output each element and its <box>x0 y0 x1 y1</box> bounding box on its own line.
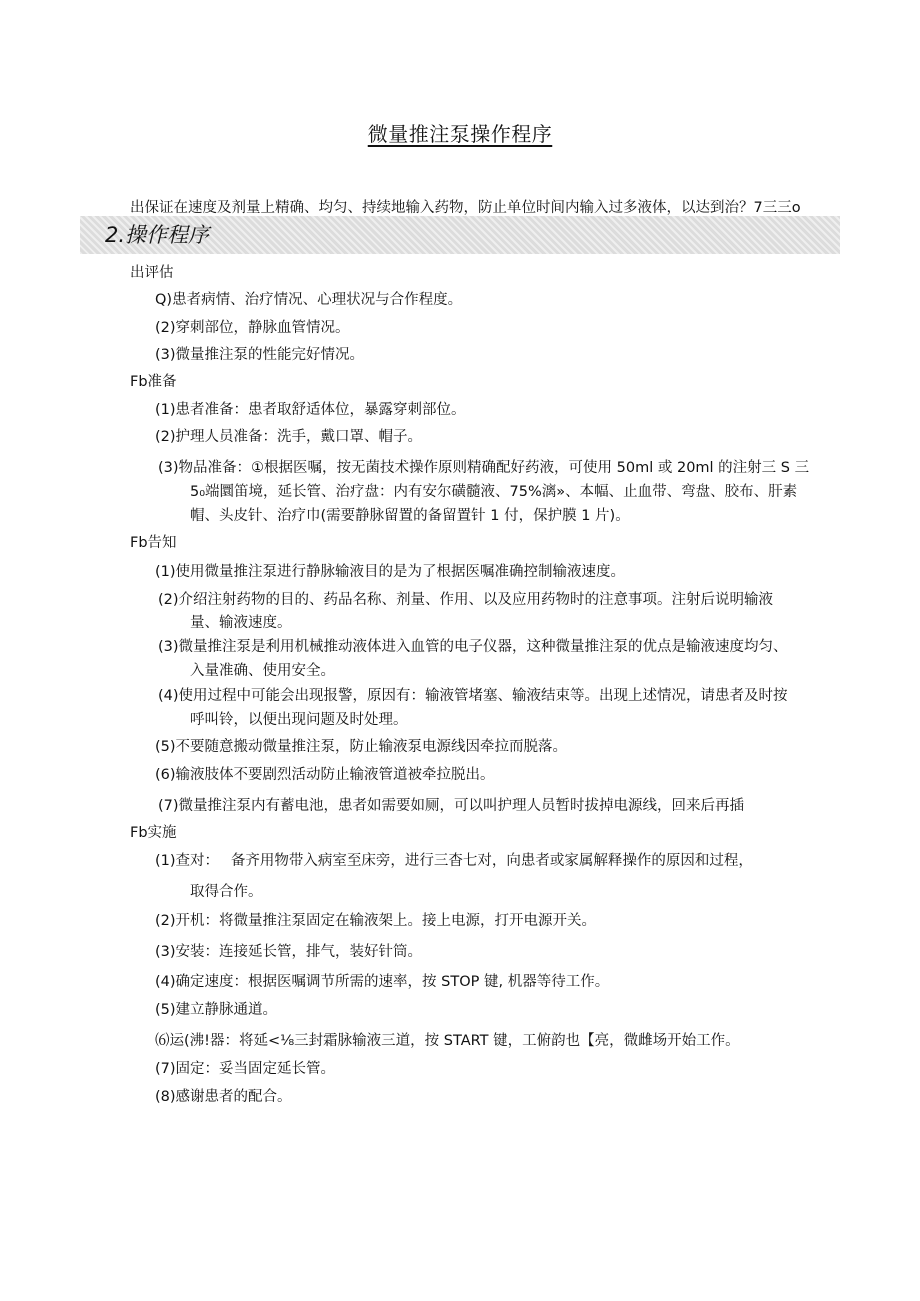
inform-item-1: (1)使用微量推注泵进行静脉输液目的是为了根据医嘱准确控制输液速度。 <box>155 564 626 580</box>
implementation-item-5: (5)建立静脉通道。 <box>155 1002 278 1018</box>
implementation-item-2: (2)开机：将微量推注泵固定在输液架上。接上电源，打开电源开关。 <box>155 913 597 929</box>
preparation-item-1: (1)患者准备：患者取舒适体位，暴露穿刺部位。 <box>155 402 466 418</box>
implementation-item-7: (7)固定：妥当固定延长管。 <box>155 1061 336 1077</box>
document-title: 微量推注泵操作程序 <box>367 122 553 146</box>
intro-text: 出保证在速度及剂量上精确、均匀、持续地输入药物，防止单位时间内输入过多液体，以达到治？7三三o <box>130 200 801 216</box>
inform-heading: Fb告知 <box>130 535 177 551</box>
assessment-item-1: Q)患者病情、治疗情况、心理状况与合作程度。 <box>155 292 463 308</box>
inform-item-7: (7)微量推注泵内有蓄电池，患者如需要如厕，可以叫护理人员暂时拔掉电源线，回来后再插 <box>158 798 745 814</box>
implementation-item-1-line-1: (1)查对： 备齐用物带入病室至床旁，进行三杳七对，向患者或家属解释操作的原因和过程， <box>155 853 753 869</box>
preparation-item-2: (2)护理人员准备：洗手，戴口罩、帽子。 <box>155 429 423 445</box>
implementation-item-1-line-2: 取得合作。 <box>190 884 263 900</box>
inform-item-3-line-2: 入量准确、使用安全。 <box>190 663 335 679</box>
preparation-item-3-line-2: 5₀端圜笛境，延长管、治疗盘：内有安尔磺髓液、75%漓»、本幅、止血带、弯盘、胶布、肝素 <box>190 484 798 500</box>
assessment-item-2: (2)穿刺部位，静脉血管情况。 <box>155 320 350 336</box>
inform-item-4-line-2: 呼叫铃，以便出现问题及时处理。 <box>190 712 408 728</box>
preparation-item-3-line-1: (3)物品准备：①根据医嘱，按无菌技术操作原则精确配好药液，可使用 50ml 或 20ml 的注射三 S 三 <box>158 460 810 476</box>
preparation-item-3-line-3: 帽、头皮针、治疗巾(需要静脉留置的备留置针 1 付，保护膜 1 片)。 <box>190 508 630 524</box>
inform-item-2-line-2: 量、输液速度。 <box>190 615 292 631</box>
implementation-item-4: (4)确定速度：根据医嘱调节所需的速率，按 STOP 键, 机器等待工作。 <box>155 974 610 990</box>
assessment-item-3: (3)微量推注泵的性能完好情况。 <box>155 347 365 363</box>
inform-item-4-line-1: (4)使用过程中可能会出现报警，原因有：输液管堵塞、输液结束等。出现上述情况，请患者及时按 <box>158 688 788 704</box>
implementation-heading: Fb实施 <box>130 825 177 841</box>
inform-item-3-line-1: (3)微量推注泵是利用机械推动液体进入血管的电子仪器，这种微量推注泵的优点是输液速度均匀、 <box>158 639 788 655</box>
implementation-item-8: (8)感谢患者的配合。 <box>155 1089 292 1105</box>
implementation-item-6: ⑹运(沸!器：将延<⅛三封霜脉输液三道，按 START 键，工俯韵也【亮，微雌场开始工作。 <box>155 1033 740 1049</box>
inform-item-6: (6)输液肢体不要剧烈活动防止输液管道被牵拉脱出。 <box>155 767 495 783</box>
preparation-heading: Fb准备 <box>130 374 177 390</box>
inform-item-2-line-1: (2)介绍注射药物的目的、药品名称、剂量、作用、以及应用药物时的注意事项。注射后说明输液 <box>158 592 774 608</box>
inform-item-5: (5)不要随意搬动微量推注泵，防止输液泵电源线因牵拉而脱落。 <box>155 739 568 755</box>
implementation-item-3: (3)安装：连接延长管，排气，装好针筒。 <box>155 944 423 960</box>
section-title: 2.操作程序 <box>105 223 210 247</box>
assessment-heading: 出评估 <box>130 265 174 281</box>
